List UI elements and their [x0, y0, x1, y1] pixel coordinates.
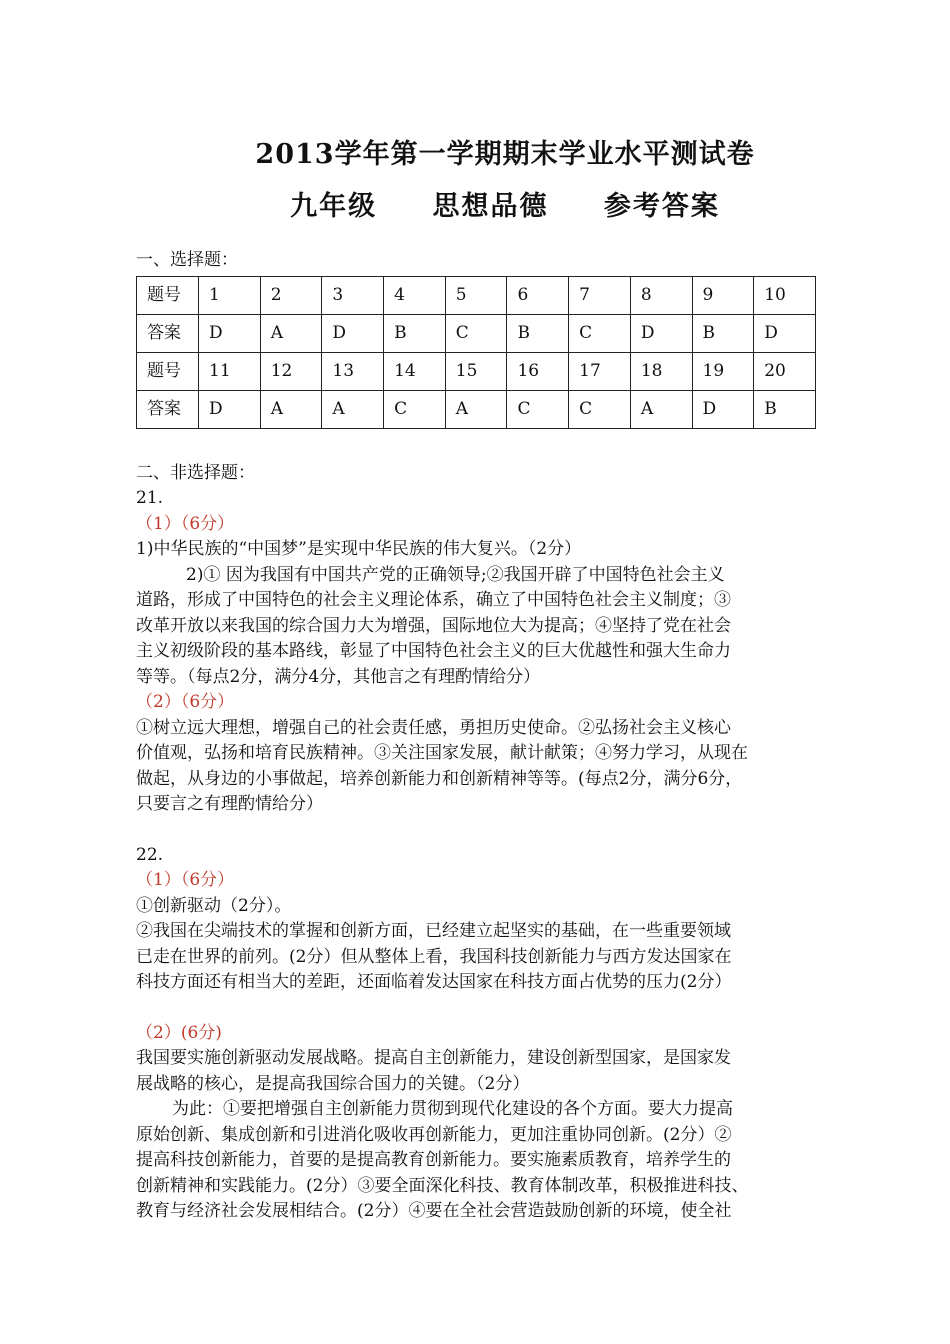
q21-part1-line: 2)① 因为我国有中国共产党的正确领导;②我国开辟了中国特色社会主义: [186, 564, 725, 585]
table-cell: 2: [260, 276, 322, 314]
section2-heading: 二、非选择题：: [136, 462, 255, 483]
table-cell: 13: [322, 352, 384, 390]
table-cell: 12: [260, 352, 322, 390]
table-cell: 3: [322, 276, 384, 314]
document-subtitle: [0, 184, 950, 223]
table-cell: D: [692, 390, 754, 428]
q22-part2-line: 原始创新、集成创新和引进消化吸收再创新能力，更加注重协同创新。(2分）②: [136, 1124, 732, 1145]
q21-part2-line: ①树立远大理想，增强自己的社会责任感，勇担历史使命。②弘扬社会主义核心: [136, 717, 731, 738]
q22-part2-line: 创新精神和实践能力。(2分）③要全面深化科技、教育体制改革，积极推进科技、: [136, 1175, 749, 1196]
table-cell: 7: [569, 276, 631, 314]
q21-part1-line: 改革开放以来我国的综合国力大为增强，国际地位大为提高；④坚持了党在社会: [136, 615, 731, 636]
table-cell: B: [507, 314, 569, 352]
q22-part2-mark: （2）(6分): [136, 1022, 222, 1043]
q22-part2-line: 我国要实施创新驱动发展战略。提高自主创新能力，建设创新型国家，是国家发: [136, 1048, 731, 1068]
table-cell: 19: [692, 352, 754, 390]
table-cell: C: [445, 314, 507, 352]
table-row-header: 题号: [137, 352, 199, 390]
subtitle-subject: 思想品德: [432, 191, 549, 222]
q22-number: 22.: [136, 844, 164, 865]
q22-part2-line: 为此：①要把增强自主创新能力贯彻到现代化建设的各个方面。要大力提高: [172, 1099, 733, 1119]
q22-part1-line: ②我国在尖端技术的掌握和创新方面，已经建立起坚实的基础，在一些重要领域: [136, 921, 731, 941]
table-cell: D: [630, 314, 692, 352]
answer-table: [136, 276, 816, 429]
q22-part2-line: 展战略的核心，是提高我国综合国力的关键。（2分）: [136, 1073, 530, 1094]
table-cell: C: [569, 314, 631, 352]
q21-part2-mark: （2）（6分）: [136, 692, 235, 712]
q21-part2-line: 只要言之有理酌情给分）: [136, 794, 323, 814]
table-cell: B: [384, 314, 446, 352]
table-cell: 9: [692, 276, 754, 314]
table-cell: C: [569, 390, 631, 428]
table-row: [137, 352, 816, 390]
table-cell: A: [260, 390, 322, 428]
table-row-header: 答案: [137, 314, 199, 352]
table-cell: B: [692, 314, 754, 352]
q21-part2-line: 做起，从身边的小事做起，培养创新能力和创新精神等等。(每点2分，满分6分，: [136, 768, 743, 789]
q22-part1-line: 已走在世界的前列。(2分）但从整体上看，我国科技创新能力与西方发达国家在: [136, 946, 732, 967]
table-row-header: 答案: [137, 390, 199, 428]
q21-part1-mark: （1）（6分）: [136, 513, 235, 534]
table-cell: 10: [754, 276, 816, 314]
table-cell: 1: [199, 276, 261, 314]
table-cell: B: [754, 390, 816, 428]
answer-content: [136, 248, 816, 1225]
q22-part2-line: 提高科技创新能力，首要的是提高教育创新能力。要实施素质教育，培养学生的: [136, 1150, 731, 1170]
q22-part1-line: ①创新驱动（2分）。: [136, 895, 292, 916]
q21-part1-line: 主义初级阶段的基本路线，彰显了中国特色社会主义的巨大优越性和强大生命力: [136, 641, 731, 661]
q21-part1-line: 等等。（每点2分，满分4分，其他言之有理酌情给分）: [136, 666, 541, 687]
table-row-header: 题号: [137, 276, 199, 314]
q21-number: 21.: [136, 488, 164, 508]
table-cell: A: [260, 314, 322, 352]
table-cell: C: [507, 390, 569, 428]
q21-part1-line: 道路，形成了中国特色的社会主义理论体系，确立了中国特色社会主义制度；③: [136, 590, 731, 610]
table-cell: A: [322, 390, 384, 428]
table-cell: 17: [569, 352, 631, 390]
table-row: [137, 390, 816, 428]
table-row: [137, 276, 816, 314]
q21-part1-line: 1)中华民族的“中国梦”是实现中华民族的伟大复兴。（2分）: [136, 539, 582, 559]
section1-heading: 一、选择题：: [136, 250, 238, 270]
table-cell: 15: [445, 352, 507, 390]
table-cell: A: [445, 390, 507, 428]
table-cell: 8: [630, 276, 692, 314]
table-cell: C: [384, 390, 446, 428]
table-cell: 11: [199, 352, 261, 390]
q22-part1-mark: （1）（6分）: [136, 870, 235, 890]
table-cell: D: [199, 390, 261, 428]
table-cell: 5: [445, 276, 507, 314]
table-cell: 18: [630, 352, 692, 390]
table-row: [137, 314, 816, 352]
table-cell: 20: [754, 352, 816, 390]
table-cell: D: [322, 314, 384, 352]
table-cell: D: [754, 314, 816, 352]
subtitle-grade: 九年级: [290, 191, 378, 222]
table-cell: 16: [507, 352, 569, 390]
table-cell: D: [199, 314, 261, 352]
q21-part2-line: 价值观，弘扬和培育民族精神。③关注国家发展，献计献策；④努力学习，从现在: [136, 743, 748, 763]
table-cell: 6: [507, 276, 569, 314]
table-cell: 14: [384, 352, 446, 390]
q22-part2-line: 教育与经济社会发展相结合。(2分）④要在全社会营造鼓励创新的环境，使全社: [136, 1201, 732, 1221]
table-cell: A: [630, 390, 692, 428]
document-title: 2013学年第一学期期末学业水平测试卷: [255, 139, 755, 170]
q22-part1-line: 科技方面还有相当大的差距，还面临着发达国家在科技方面占优势的压力(2分）: [136, 972, 732, 992]
table-cell: 4: [384, 276, 446, 314]
subtitle-type: 参考答案: [603, 191, 720, 222]
